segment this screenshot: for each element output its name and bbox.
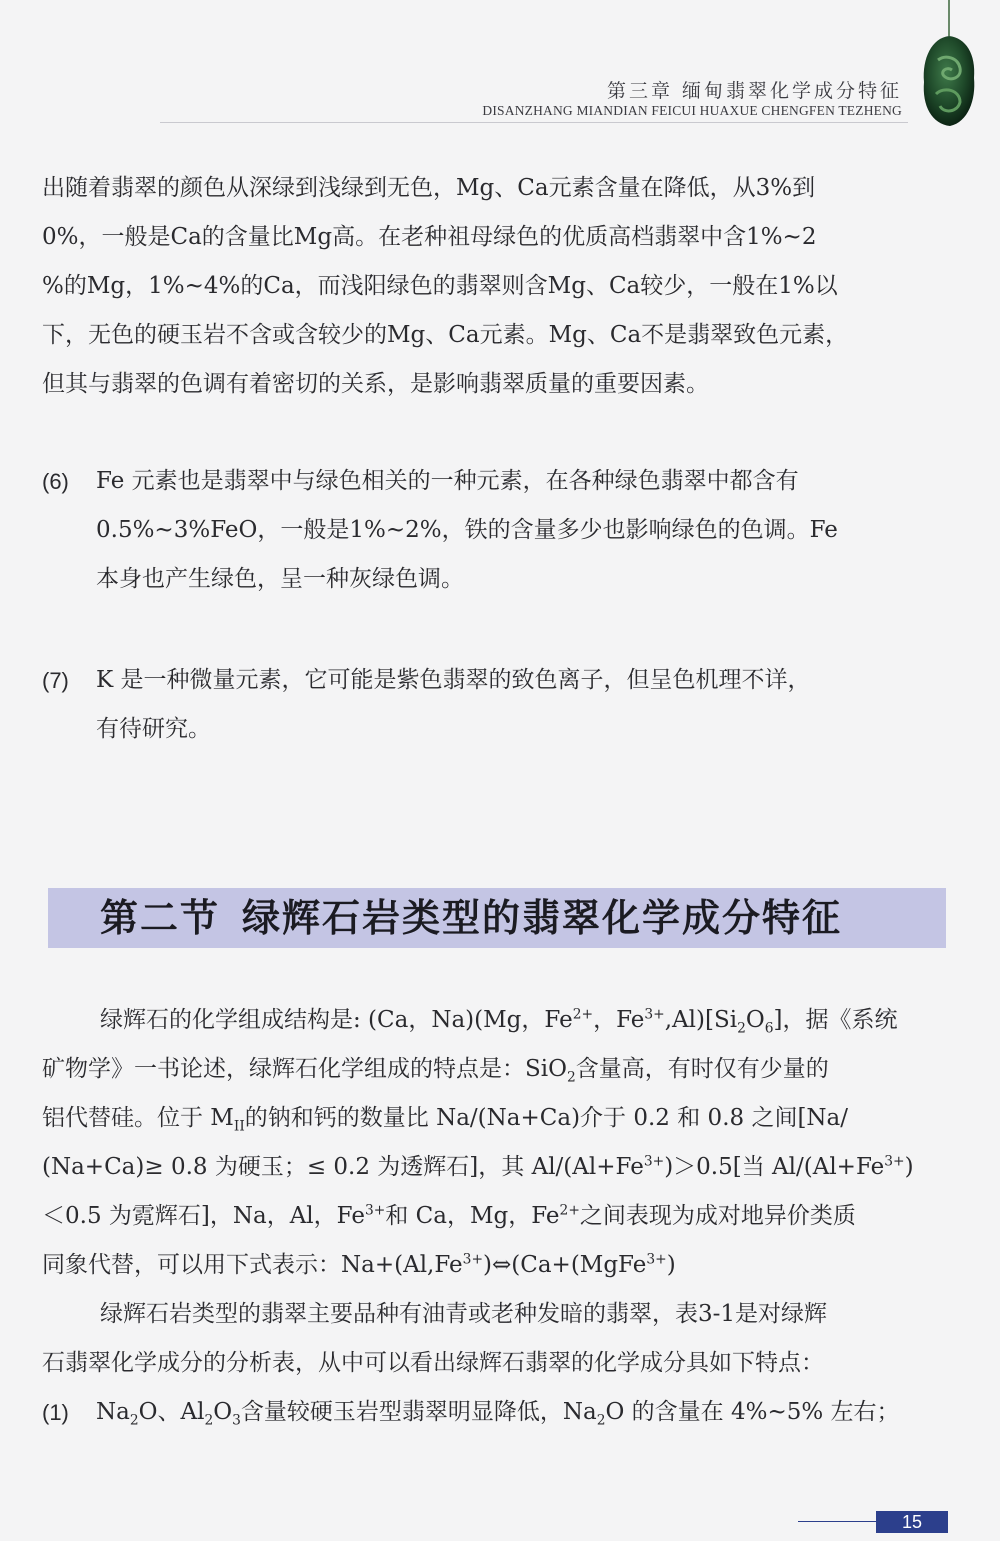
text-line: 下，无色的硬玉岩不含或含较少的Mg、Ca元素。Mg、Ca不是翡翠致色元素， [42, 322, 849, 348]
list-item-1 [42, 1388, 947, 1437]
text-line: K 是一种微量元素，它可能是紫色翡翠的致色离子，但呈色机理不详， [96, 667, 811, 693]
text-line: Fe 元素也是翡翠中与绿色相关的一种元素，在各种绿色翡翠中都含有 [96, 468, 799, 494]
text-line: 矿物学》一书论述，绿辉石化学组成的特点是：SiO$_2$含量高，有时仅有少量的 [42, 1056, 829, 1086]
item-number: (1) [42, 1400, 69, 1425]
text-line: 绿辉石岩类型的翡翠主要品种有油青或老种发暗的翡翠，表3-1是对绿辉 [100, 1301, 828, 1327]
item-number: (7) [42, 668, 69, 693]
page-number: 15 [876, 1511, 948, 1533]
header-rule [160, 122, 908, 123]
text-line: 但其与翡翠的色调有着密切的关系，是影响翡翠质量的重要因素。 [42, 371, 709, 397]
text-line: 石翡翠化学成分的分析表，从中可以看出绿辉石翡翠的化学成分具如下特点： [42, 1350, 824, 1376]
omphacite-features-paragraph [42, 1290, 947, 1388]
text-line: %的Mg，1%~4%的Ca，而浅阳绿色的翡翠则含Mg、Ca较少，一般在1%以 [42, 273, 838, 299]
chapter-title-cn: 第三章 缅甸翡翠化学成分特征 [606, 80, 902, 102]
text-line: (Na+Ca)≥ 0.8 为硬玉；≤ 0.2 为透辉石]，其 $Al/(Al+Fe^{3+})>0.5$[当 $Al/(Al+Fe^{3+})$ [42, 1153, 914, 1180]
text-line: ＜0.5 为霓辉石]，Na，Al，$Fe^{3+}$和 Ca，Mg，$Fe^{2+}$之间表现为成对地异价类质 [42, 1202, 856, 1229]
text-line: 绿辉石的化学组成结构是: (Ca，Na)(Mg，$Fe^{2+}$，$Fe^{3+},Al)[Si_2O_6]$，据《系统 [100, 1006, 898, 1037]
text-line: 本身也产生绿色，呈一种灰绿色调。 [96, 566, 464, 592]
section-title: 绿辉石岩类型的翡翠化学成分特征 [242, 896, 843, 940]
chapter-title-en: DISANZHANG MIANDIAN FEICUI HUAXUE CHENGFEN TEZHENG [482, 103, 902, 118]
text-line: 出随着翡翠的颜色从深绿到浅绿到无色，Mg、Ca元素含量在降低，从3%到 [42, 175, 816, 201]
text-line: 有待研究。 [96, 716, 211, 742]
intro-paragraph [42, 164, 947, 409]
text-line: 0.5%~3%FeO，一般是1%~2%，铁的含量多少也影响绿色的色调。Fe [96, 517, 838, 543]
text-line: 铝代替硅。位于 $M_{II}$的钠和钙的数量比 Na/(Na+Ca)介于 0.2 和 0.8 之间[Na/ [42, 1105, 849, 1135]
item-number: (6) [42, 469, 69, 494]
text-line: 0%，一般是Ca的含量比Mg高。在老种祖母绿色的优质高档翡翠中含1%~2 [42, 224, 817, 250]
list-item-6 [42, 457, 947, 604]
text-line: 同象代替，可以用下式表示：$Na+(Al,Fe^{3+})\Leftrightarrow(Ca+(MgFe^{3+})$ [42, 1251, 676, 1278]
text-line: $Na_2O$、$Al_2O_3$含量较硬玉岩型翡翠明显降低，$Na_2O$ 的含量在 4%~5% 左右； [96, 1399, 900, 1429]
pyroxene-formula-paragraph [42, 996, 947, 1290]
section-heading [100, 888, 842, 948]
section-number: 第二节 [100, 896, 221, 940]
jade-pendant-icon [920, 30, 978, 130]
list-item-7 [42, 656, 947, 754]
